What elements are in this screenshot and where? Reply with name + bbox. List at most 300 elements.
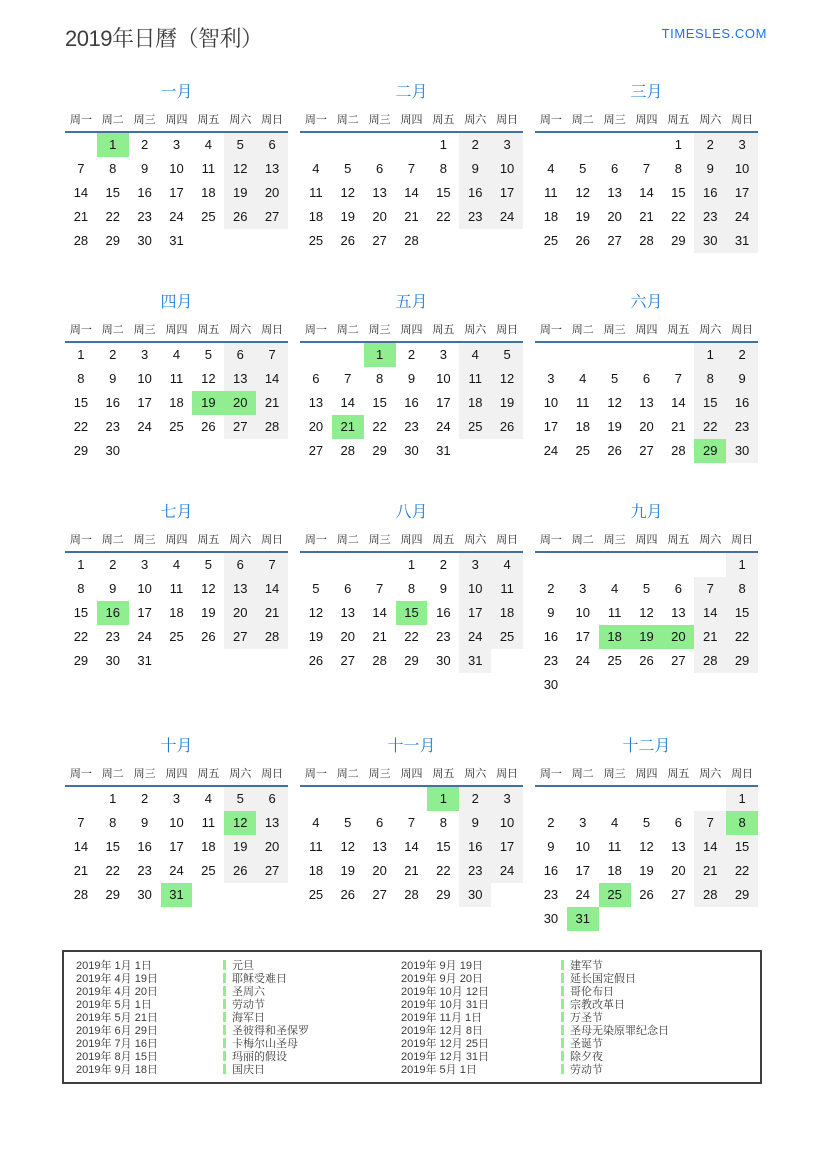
day-cell: 5 — [642, 581, 651, 596]
empty-day-cell — [224, 883, 256, 907]
day-cell: 5 — [204, 557, 212, 572]
day-cell: 11 — [491, 577, 523, 601]
weekday-label: 周一 — [69, 768, 92, 780]
day-cell: 18 — [201, 839, 216, 854]
day-cell: 9 — [547, 605, 555, 620]
weekday-label: 周四 — [635, 114, 658, 126]
day-cell: 13 — [340, 605, 355, 620]
day-cell: 1 — [109, 791, 117, 806]
day-cell: 2 — [109, 347, 117, 362]
weekday-label: 周二 — [571, 534, 594, 546]
day-cell: 21 — [256, 601, 288, 625]
day-cell: 2 — [141, 137, 149, 152]
weekday-header — [535, 765, 758, 787]
empty-day-cell — [427, 229, 459, 253]
day-cell: 12 — [340, 839, 355, 854]
day-cell: 8 — [726, 577, 758, 601]
day-cell: 29 — [372, 443, 387, 458]
day-cell: 19 — [192, 391, 224, 415]
day-cell: 17 — [543, 419, 559, 434]
empty-day-cell — [535, 133, 567, 157]
day-cell: 7 — [77, 161, 85, 176]
day-cell: 30 — [543, 677, 559, 692]
day-cell: 10 — [491, 811, 523, 835]
empty-day-cell — [332, 343, 364, 367]
day-cell: 10 — [575, 605, 590, 620]
day-cell: 6 — [674, 815, 682, 830]
empty-day-cell — [332, 133, 364, 157]
day-cell: 20 — [256, 835, 288, 859]
month-calendar — [535, 289, 758, 463]
weekday-header — [65, 531, 288, 553]
day-cell: 7 — [376, 581, 384, 596]
holiday-marker-icon — [561, 1012, 564, 1022]
day-cell: 26 — [340, 887, 355, 902]
empty-day-cell — [599, 787, 631, 811]
day-cell: 16 — [459, 181, 491, 205]
weekday-label: 周二 — [571, 768, 594, 780]
day-cell: 13 — [671, 839, 686, 854]
day-cell: 3 — [141, 557, 149, 572]
weekday-label: 周三 — [603, 534, 626, 546]
day-cell: 13 — [224, 577, 256, 601]
day-cell: 8 — [77, 581, 85, 596]
day-cell: 22 — [694, 415, 726, 439]
holiday-marker-icon — [223, 999, 226, 1009]
weekday-label: 周二 — [101, 114, 124, 126]
holiday-name: 劳动节 — [570, 1063, 603, 1076]
month-title: 七月 — [160, 504, 193, 521]
day-grid — [65, 787, 288, 907]
day-cell: 8 — [439, 815, 447, 830]
day-cell: 9 — [109, 581, 117, 596]
weekday-label: 周三 — [368, 324, 391, 336]
day-cell: 8 — [77, 371, 85, 386]
weekday-label: 周三 — [133, 534, 156, 546]
weekday-label: 周二 — [336, 768, 359, 780]
weekday-label: 周五 — [197, 534, 220, 546]
holiday-date: 2019年 5月 1日 — [76, 999, 152, 1012]
holiday-marker-icon — [223, 973, 226, 983]
day-cell: 2 — [459, 133, 491, 157]
day-cell: 12 — [639, 839, 654, 854]
weekday-label: 周五 — [197, 114, 220, 126]
day-cell: 4 — [459, 343, 491, 367]
empty-day-cell — [300, 553, 332, 577]
day-cell: 28 — [73, 887, 89, 902]
day-cell: 23 — [137, 209, 152, 224]
month-calendar — [300, 499, 523, 673]
month-calendar — [535, 79, 758, 253]
month-title: 十一月 — [387, 738, 436, 755]
empty-day-cell — [256, 883, 288, 907]
day-cell: 3 — [579, 581, 587, 596]
day-cell: 22 — [372, 419, 387, 434]
day-cell: 31 — [567, 907, 599, 931]
weekday-label: 周六 — [464, 324, 487, 336]
day-cell: 6 — [642, 371, 651, 386]
holiday-name: 除夕夜 — [570, 1050, 603, 1063]
day-cell: 7 — [674, 371, 682, 386]
weekday-label: 周三 — [368, 114, 391, 126]
holiday-marker-icon — [223, 960, 226, 970]
day-cell: 10 — [169, 161, 184, 176]
day-cell: 10 — [491, 157, 523, 181]
empty-day-cell — [599, 673, 631, 697]
day-cell: 23 — [436, 629, 451, 644]
weekday-label: 周二 — [101, 324, 124, 336]
day-cell: 20 — [372, 209, 387, 224]
day-cell: 20 — [340, 629, 355, 644]
day-cell: 15 — [396, 601, 428, 625]
day-cell: 18 — [169, 395, 184, 410]
day-cell: 2 — [439, 557, 447, 572]
day-cell: 27 — [256, 205, 288, 229]
day-grid — [300, 787, 523, 907]
day-cell: 29 — [694, 439, 726, 463]
legend-columns — [76, 959, 760, 1075]
day-cell: 2 — [547, 815, 555, 830]
day-cell: 19 — [639, 863, 654, 878]
weekday-label: 周四 — [635, 324, 658, 336]
weekday-header — [535, 531, 758, 553]
holiday-date: 2019年 9月 20日 — [401, 973, 483, 986]
weekday-header — [65, 765, 288, 787]
holiday-date: 2019年 5月 21日 — [76, 1012, 158, 1025]
day-cell: 18 — [543, 209, 559, 224]
holiday-date: 2019年 12月 25日 — [401, 1037, 490, 1050]
day-cell: 1 — [77, 347, 85, 362]
weekday-label: 周一 — [304, 534, 327, 546]
empty-day-cell — [694, 553, 726, 577]
day-cell: 25 — [575, 443, 590, 458]
legend-row — [401, 1062, 760, 1075]
day-cell: 13 — [308, 395, 324, 410]
day-cell: 24 — [491, 859, 523, 883]
empty-day-cell — [332, 787, 364, 811]
weekday-label: 周五 — [197, 768, 220, 780]
day-cell: 18 — [169, 605, 184, 620]
month-title: 三月 — [630, 84, 663, 101]
day-cell: 9 — [726, 367, 758, 391]
weekday-label: 周四 — [400, 324, 423, 336]
weekday-label: 周日 — [731, 114, 754, 126]
empty-day-cell — [300, 133, 332, 157]
holiday-marker-icon — [223, 1012, 226, 1022]
day-cell: 7 — [694, 811, 726, 835]
day-grid — [65, 133, 288, 253]
empty-day-cell — [567, 673, 599, 697]
month-calendar — [535, 733, 758, 931]
day-cell: 12 — [340, 185, 355, 200]
day-cell: 14 — [404, 185, 419, 200]
empty-day-cell — [599, 343, 631, 367]
weekday-label: 周二 — [336, 114, 359, 126]
empty-day-cell — [396, 787, 428, 811]
day-cell: 20 — [372, 863, 387, 878]
holiday-name: 耶稣受难日 — [232, 973, 287, 986]
day-cell: 30 — [105, 653, 120, 668]
day-cell: 6 — [312, 371, 320, 386]
day-cell: 26 — [639, 653, 654, 668]
day-cell: 7 — [694, 577, 726, 601]
day-cell: 27 — [224, 415, 256, 439]
day-cell: 15 — [73, 605, 89, 620]
legend-column-left — [76, 959, 401, 1075]
empty-day-cell — [567, 133, 599, 157]
day-cell: 8 — [439, 161, 447, 176]
day-cell: 15 — [436, 839, 451, 854]
weekday-label: 周一 — [69, 534, 92, 546]
empty-day-cell — [662, 907, 694, 931]
holiday-marker-icon — [223, 986, 226, 996]
holiday-name: 建军节 — [570, 960, 603, 973]
day-cell: 22 — [105, 863, 120, 878]
day-cell: 2 — [459, 787, 491, 811]
day-grid — [65, 343, 288, 463]
day-cell: 16 — [404, 395, 419, 410]
holiday-marker-icon — [561, 999, 564, 1009]
empty-day-cell — [161, 649, 193, 673]
empty-day-cell — [224, 439, 256, 463]
day-cell: 22 — [436, 209, 451, 224]
empty-day-cell — [364, 553, 396, 577]
day-cell: 26 — [201, 629, 216, 644]
day-cell: 23 — [543, 887, 559, 902]
day-cell: 18 — [491, 601, 523, 625]
day-cell: 25 — [201, 863, 216, 878]
day-cell: 17 — [575, 629, 590, 644]
day-cell: 4 — [611, 581, 619, 596]
day-cell: 23 — [543, 653, 559, 668]
day-cell: 25 — [491, 625, 523, 649]
weekday-label: 周六 — [229, 324, 252, 336]
weekday-header — [535, 111, 758, 133]
day-cell: 14 — [256, 577, 288, 601]
day-cell: 16 — [543, 629, 559, 644]
empty-day-cell — [256, 439, 288, 463]
day-cell: 26 — [491, 415, 523, 439]
holiday-date: 2019年 7月 16日 — [76, 1037, 158, 1050]
day-cell: 23 — [105, 629, 120, 644]
day-cell: 29 — [436, 887, 451, 902]
day-cell: 12 — [575, 185, 590, 200]
holiday-marker-icon — [561, 1051, 564, 1061]
day-cell: 8 — [109, 161, 117, 176]
day-cell: 21 — [694, 625, 726, 649]
holiday-marker-icon — [223, 1064, 226, 1074]
day-cell: 2 — [141, 791, 149, 806]
day-cell: 4 — [611, 815, 619, 830]
weekday-label: 周日 — [261, 114, 284, 126]
holiday-date: 2019年 11月 1日 — [401, 1012, 483, 1025]
day-cell: 19 — [631, 625, 663, 649]
weekday-label: 周四 — [165, 324, 188, 336]
month-title: 五月 — [395, 294, 428, 311]
holiday-date: 2019年 10月 31日 — [401, 999, 490, 1012]
day-cell: 24 — [491, 205, 523, 229]
day-cell: 21 — [256, 391, 288, 415]
day-cell: 28 — [340, 443, 355, 458]
weekday-label: 周六 — [699, 534, 722, 546]
day-cell: 15 — [105, 185, 120, 200]
day-cell: 12 — [491, 367, 523, 391]
weekday-label: 周六 — [464, 768, 487, 780]
day-cell: 6 — [344, 581, 352, 596]
day-grid — [65, 553, 288, 673]
holiday-name: 海军日 — [232, 1012, 265, 1025]
day-cell: 17 — [169, 185, 184, 200]
day-cell: 26 — [308, 653, 324, 668]
day-cell: 10 — [459, 577, 491, 601]
day-cell: 24 — [169, 863, 184, 878]
holiday-date: 2019年 12月 31日 — [401, 1050, 490, 1063]
day-cell: 11 — [544, 185, 558, 200]
day-cell: 1 — [407, 557, 416, 572]
holiday-date: 2019年 1月 1日 — [76, 960, 152, 973]
weekday-label: 周四 — [165, 768, 188, 780]
day-cell: 9 — [459, 811, 491, 835]
weekday-label: 周六 — [229, 114, 252, 126]
day-cell: 15 — [372, 395, 387, 410]
day-cell: 4 — [312, 161, 320, 176]
month-title: 一月 — [160, 84, 193, 101]
day-cell: 31 — [459, 649, 491, 673]
weekday-label: 周日 — [496, 534, 519, 546]
empty-day-cell — [364, 133, 396, 157]
day-cell: 19 — [340, 209, 355, 224]
day-cell: 10 — [137, 581, 152, 596]
day-cell: 7 — [344, 371, 352, 386]
weekday-label: 周一 — [539, 324, 562, 336]
empty-day-cell — [192, 439, 224, 463]
weekday-header — [535, 321, 758, 343]
empty-day-cell — [491, 439, 523, 463]
day-cell: 19 — [607, 419, 622, 434]
day-cell: 22 — [436, 863, 451, 878]
day-cell: 6 — [256, 787, 288, 811]
weekday-label: 周五 — [667, 768, 690, 780]
day-cell: 28 — [256, 625, 288, 649]
day-cell: 25 — [308, 233, 324, 248]
weekday-label: 周一 — [304, 768, 327, 780]
day-cell: 10 — [726, 157, 758, 181]
holiday-name: 圣彼得和圣保罗 — [232, 1024, 309, 1037]
day-grid — [300, 133, 523, 253]
day-cell: 14 — [256, 367, 288, 391]
weekday-label: 周一 — [304, 114, 327, 126]
day-cell: 3 — [172, 137, 181, 152]
day-cell: 12 — [201, 371, 216, 386]
site-link[interactable]: TIMESLES.COM — [661, 26, 767, 41]
day-cell: 30 — [543, 911, 559, 926]
empty-day-cell — [192, 649, 224, 673]
legend-column-right — [401, 959, 760, 1075]
day-cell: 2 — [726, 343, 758, 367]
day-cell: 17 — [137, 395, 152, 410]
day-cell: 20 — [639, 419, 654, 434]
day-cell: 18 — [201, 185, 216, 200]
empty-day-cell — [396, 133, 428, 157]
month-title: 六月 — [630, 294, 663, 311]
holiday-marker-icon — [561, 1025, 564, 1035]
weekday-label: 周一 — [539, 114, 562, 126]
holiday-name: 哥伦布日 — [570, 986, 614, 999]
day-cell: 16 — [105, 395, 120, 410]
day-cell: 12 — [607, 395, 622, 410]
day-cell: 16 — [97, 601, 129, 625]
empty-day-cell — [129, 439, 161, 463]
empty-day-cell — [631, 673, 663, 697]
day-cell: 21 — [694, 859, 726, 883]
day-cell: 14 — [372, 605, 387, 620]
weekday-label: 周五 — [432, 324, 455, 336]
empty-day-cell — [535, 553, 567, 577]
day-cell: 3 — [491, 787, 523, 811]
holiday-date: 2019年 4月 19日 — [76, 973, 158, 986]
holiday-marker-icon — [561, 1064, 564, 1074]
day-cell: 17 — [491, 181, 523, 205]
day-cell: 23 — [694, 205, 726, 229]
day-cell: 31 — [137, 653, 152, 668]
day-cell: 8 — [726, 811, 758, 835]
day-cell: 15 — [436, 185, 451, 200]
day-cell: 3 — [547, 371, 555, 386]
holiday-name: 国庆日 — [232, 1063, 265, 1076]
empty-day-cell — [694, 907, 726, 931]
day-cell: 17 — [169, 839, 184, 854]
day-cell: 9 — [459, 157, 491, 181]
day-cell: 11 — [576, 395, 590, 410]
day-cell: 11 — [607, 605, 622, 620]
day-cell: 25 — [201, 209, 216, 224]
day-cell: 5 — [579, 161, 587, 176]
month-calendar — [300, 733, 523, 907]
day-cell: 29 — [73, 653, 89, 668]
day-cell: 24 — [543, 443, 559, 458]
day-cell: 22 — [671, 209, 686, 224]
day-cell: 19 — [575, 209, 590, 224]
day-cell: 17 — [491, 835, 523, 859]
day-cell: 20 — [662, 625, 694, 649]
day-cell: 7 — [407, 161, 416, 176]
weekday-label: 周六 — [699, 114, 722, 126]
day-cell: 4 — [312, 815, 320, 830]
day-cell: 15 — [73, 395, 89, 410]
weekday-header — [300, 531, 523, 553]
day-cell: 13 — [372, 839, 387, 854]
day-cell: 12 — [308, 605, 324, 620]
day-cell: 24 — [137, 629, 152, 644]
weekday-label: 周五 — [667, 114, 690, 126]
day-cell: 16 — [459, 835, 491, 859]
weekday-label: 周四 — [400, 768, 423, 780]
weekday-label: 周日 — [496, 114, 519, 126]
day-cell: 12 — [224, 811, 256, 835]
holiday-name: 延长国定假日 — [570, 973, 636, 986]
weekday-header — [300, 321, 523, 343]
day-cell: 4 — [172, 557, 181, 572]
day-cell: 21 — [73, 863, 89, 878]
month-calendar — [300, 289, 523, 463]
weekday-label: 周三 — [133, 768, 156, 780]
empty-day-cell — [567, 553, 599, 577]
holiday-date: 2019年 9月 18日 — [76, 1063, 158, 1076]
weekday-header — [65, 111, 288, 133]
day-cell: 23 — [459, 859, 491, 883]
empty-day-cell — [726, 673, 758, 697]
day-cell: 16 — [726, 391, 758, 415]
